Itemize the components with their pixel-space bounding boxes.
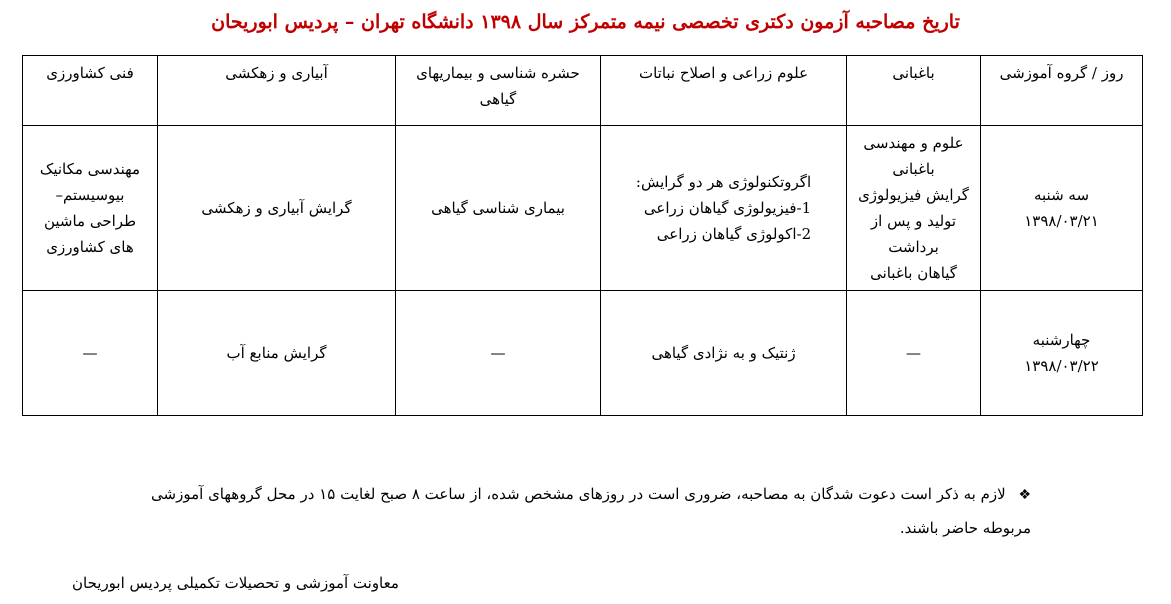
header-agronomy: علوم زراعی و اصلاح نباتات	[601, 56, 847, 126]
note-line: مربوطه حاضر باشند.	[899, 519, 1031, 537]
horticulture-cell	[847, 126, 981, 291]
plant-protection-cell: —	[396, 291, 601, 416]
table-row	[23, 291, 1143, 416]
day-name: سه شنبه	[1033, 186, 1090, 204]
cell-line: مهندسی مکانیک	[39, 160, 141, 178]
table-header-row	[23, 56, 1143, 126]
header-agri-engineering: فنی کشاورزی	[23, 56, 158, 126]
note-paragraph	[91, 478, 1031, 545]
footer-signature: معاونت آموزشی و تحصیلات تکمیلی پردیس ابوریحان	[72, 574, 399, 592]
cell-line: گرایش فیزیولوژی	[858, 186, 969, 204]
day-cell	[981, 291, 1143, 416]
cell-line: 1-فیزیولوژی گیاهان زراعی	[643, 199, 812, 217]
day-date: ۱۳۹۸/۰۳/۲۱	[1024, 212, 1099, 230]
day-date: ۱۳۹۸/۰۳/۲۲	[1024, 357, 1099, 375]
note-line	[91, 478, 1031, 512]
agronomy-cell: ژنتیک و به نژادی گیاهی	[601, 291, 847, 416]
agronomy-cell	[601, 126, 847, 291]
header-horticulture: باغبانی	[847, 56, 981, 126]
irrigation-cell: گرایش منابع آب	[158, 291, 396, 416]
cell-line: بیوسیستم–	[55, 186, 125, 204]
cell-line: 2-اکولوژی گیاهان زراعی	[656, 225, 812, 243]
cell-line: تولید و پس از برداشت	[870, 212, 957, 256]
header-day-group: روز / گروه آموزشی	[981, 56, 1143, 126]
plant-protection-cell: بیماری شناسی گیاهی	[396, 126, 601, 291]
cell-line: علوم و مهندسی باغبانی	[863, 134, 964, 178]
table-row	[23, 126, 1143, 291]
cell-line: طراحی ماشین	[43, 212, 137, 230]
day-cell	[981, 126, 1143, 291]
header-irrigation: آبیاری و زهکشی	[158, 56, 396, 126]
agri-engineering-cell: —	[23, 291, 158, 416]
note-text: لازم به ذکر است دعوت شدگان به مصاحبه، ضروری است در روزهای مشخص شده، از ساعت ۸ صبح لغایت ۱۵ در محل گروههای آموزشی	[151, 485, 1006, 503]
cell-line: های کشاورزی	[46, 238, 134, 256]
irrigation-cell: گرایش آبیاری و زهکشی	[158, 126, 396, 291]
agri-engineering-cell	[23, 126, 158, 291]
page-title: تاریخ مصاحبه آزمون دکتری تخصصی نیمه متمرکز سال ۱۳۹۸ دانشگاه تهران – پردیس ابوریحان	[211, 11, 960, 33]
diamond-bullet-icon: ❖	[1018, 487, 1031, 503]
cell-line: اگروتکنولوژی هر دو گرایش:	[635, 173, 812, 191]
interview-schedule-table	[22, 55, 1143, 416]
horticulture-cell: —	[847, 291, 981, 416]
cell-line: گیاهان باغبانی	[870, 264, 957, 282]
day-name: چهارشنبه	[1032, 331, 1091, 349]
header-plant-protection: حشره شناسی و بیماریهای گیاهی	[396, 56, 601, 126]
